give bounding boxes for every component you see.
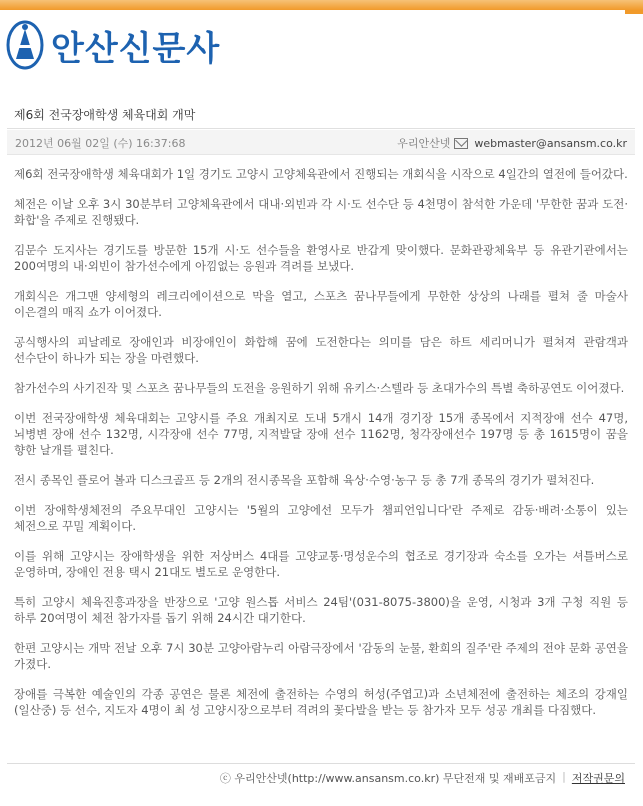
article-paragraph: 체전은 이날 오후 3시 30분부터 고양체육관에서 대내·외빈과 각 시·도 선수단 등 4천명이 참석한 가운데 '무한한 꿈과 도전·화합'을 주제로 진행됐다. — [14, 197, 628, 227]
copyright-inquiry-link[interactable]: 저작권문의 — [571, 772, 625, 785]
site-header — [0, 0, 643, 90]
header-accent-bar — [0, 0, 643, 10]
article-title-bar — [7, 100, 635, 129]
article-email-link[interactable]: webmaster@ansansm.co.kr — [474, 136, 627, 150]
site-logo[interactable] — [5, 18, 220, 72]
article-paragraph: 이를 위해 고양시는 장애학생을 위한 저상버스 4대를 고양교통·명성운수의 협조로 경기장과 숙소를 오가는 셔틀버스로 운영하며, 장애인 전용 택시 21대도 별도로 운영한다. — [14, 549, 628, 579]
ansan-logo-icon — [5, 19, 45, 71]
article-title: 제6회 전국장애학생 체육대회 개막 — [14, 108, 196, 122]
article-body — [14, 166, 628, 732]
article-byline — [397, 135, 627, 151]
article-paragraph: 이번 전국장애학생 체육대회는 고양시를 주요 개최지로 도내 5개시 14개 경기장 15개 종목에서 지적장애 선수 47명, 뇌병변 장애 선수 132명, 시각장애 선수 77명, 지적발달 장애 선수 1162명, 청각장애선수 197명 등 총 1615명이 꿈을 향한 날개를 펼친다. — [14, 411, 628, 457]
article-datetime: 2012년 06월 02일 (수) 16:37:68 — [15, 137, 186, 150]
article-paragraph: 공식행사의 피날레로 장애인과 비장애인이 화합해 꿈에 도전한다는 의미를 담은 하트 세리머니가 펼쳐져 관람객과 선수단이 하나가 되는 장을 마련했다. — [14, 335, 628, 365]
article-paragraph: 이번 장애학생체전의 주요무대인 고양시는 '5월의 고양에선 모두가 챔피언입니다'란 주제로 감동·배려·소통이 있는 체전으로 꾸밀 계획이다. — [14, 503, 628, 533]
article-footer — [7, 763, 635, 788]
article-paragraph: 김문수 도지사는 경기도를 방문한 15개 시·도 선수들을 환영사로 반갑게 맞이했다. 문화관광체육부 등 유관기관에서는 200여명의 내·외빈이 참가선수에게 아낌없는 응원과 격려를 보냈다. — [14, 243, 628, 273]
article-author: 우리안산넷 — [397, 137, 451, 150]
article-paragraph: 참가선수의 사기진작 및 스포츠 꿈나무들의 도전을 응원하기 위해 유키스·스텔라 등 초대가수의 특별 축하공연도 이어졌다. — [14, 381, 625, 395]
footer-separator: | — [562, 770, 566, 783]
article-meta-bar — [7, 130, 635, 155]
site-brand-name: 안산신문사 — [51, 28, 221, 69]
article-paragraph: 장애를 극복한 예술인의 각종 공연은 물론 체전에 출전하는 수영의 허성(주엽고)과 소년체전에 출전하는 체조의 강재일(일산중) 등 선수, 지도자 4명이 최 성 고양시장으로부터 격려의 꽃다발을 받는 등 참가자 모두 성공 개최를 다짐했다. — [14, 687, 628, 717]
article-paragraph: 특히 고양시 체육진흥과장을 반장으로 '고양 원스톱 서비스 24팀'(031-8075-3800)을 운영, 시청과 3개 구청 직원 등 하루 20여명이 체전 참가자를 돕기 위해 24시간 대기한다. — [14, 595, 628, 625]
article-paragraph: 제6회 전국장애학생 체육대회가 1일 경기도 고양시 고양체육관에서 진행되는 개회식을 시작으로 4일간의 열전에 들어갔다. — [14, 167, 628, 181]
article-paragraph: 한편 고양시는 개막 전날 오후 7시 30분 고양아람누리 아람극장에서 '감동의 눈물, 환희의 질주'란 주제의 전야 문화 공연을 가졌다. — [14, 641, 628, 671]
article-paragraph: 전시 종목인 플로어 볼과 디스크골프 등 2개의 전시종목을 포함해 육상·수영·농구 등 총 7개 종목의 경기가 펼쳐진다. — [14, 473, 595, 487]
article-paragraph: 개회식은 개그맨 양세형의 레크리에이션으로 막을 열고, 스포츠 꿈나무들에게 무한한 상상의 나래를 펼쳐 줄 마술사 이은결의 매직 쇼가 이어졌다. — [14, 289, 628, 319]
mail-icon — [454, 138, 468, 149]
copyright-notice: ⓒ 우리안산넷(http://www.ansansm.co.kr) 무단전재 및 재배포금지 — [219, 772, 557, 785]
